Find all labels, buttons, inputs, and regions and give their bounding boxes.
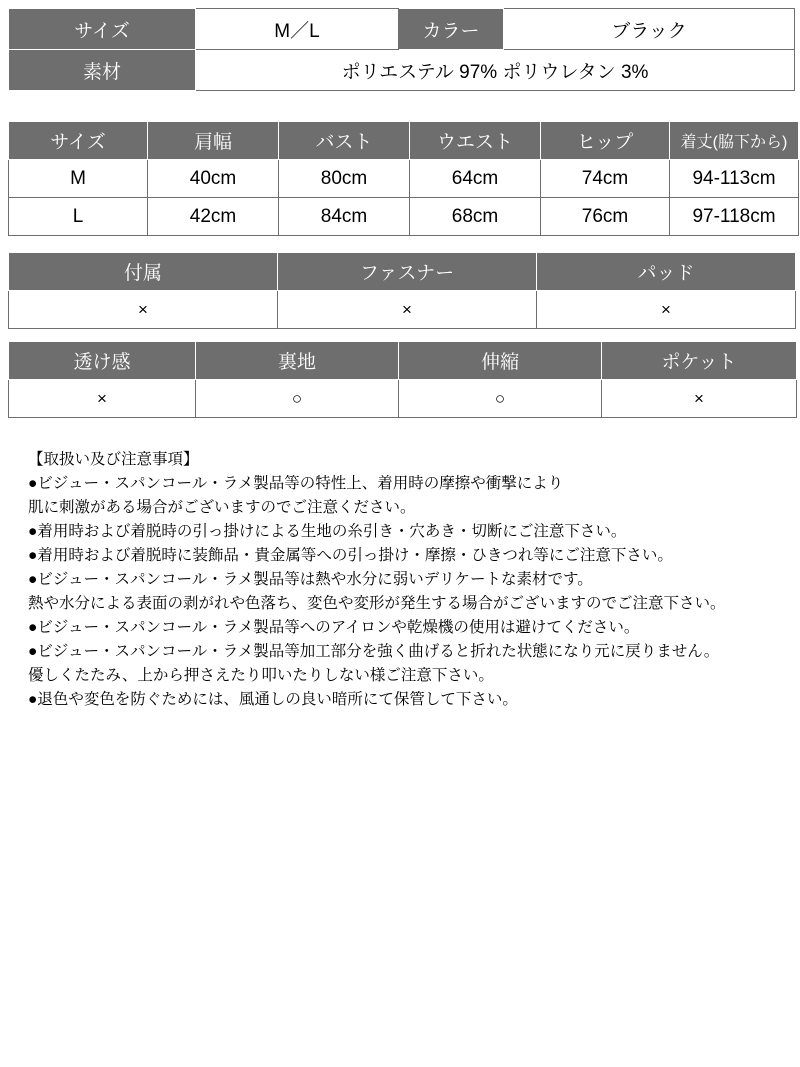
color-value-cell: ブラック xyxy=(504,9,795,50)
cell-bust-l: 84cm xyxy=(279,198,410,236)
table-row xyxy=(9,50,795,91)
col-header-sheer: 透け感 xyxy=(9,342,196,380)
col-header-size: サイズ xyxy=(9,122,148,160)
cell-lining-value: ○ xyxy=(196,380,399,418)
cell-zipper-value: × xyxy=(278,291,537,329)
basic-spec-table xyxy=(8,8,795,91)
size-value-cell: M／L xyxy=(196,9,399,50)
col-header-shoulder: 肩幅 xyxy=(148,122,279,160)
care-instructions-line: ●ビジュー・スパンコール・ラメ製品等加工部分を強く曲げると折れた状態になり元に戻りません。 xyxy=(28,643,720,661)
cell-length-m: 94-113cm xyxy=(670,160,799,198)
cell-hip-m: 74cm xyxy=(541,160,670,198)
col-header-accessory: 付属 xyxy=(9,253,278,291)
col-header-bust: バスト xyxy=(279,122,410,160)
divider-space-3 xyxy=(8,329,792,341)
color-label-cell: カラー xyxy=(399,9,504,50)
divider-space-2 xyxy=(8,236,792,252)
table-header-row xyxy=(9,122,799,160)
table-row xyxy=(9,380,797,418)
table-row xyxy=(9,291,796,329)
col-header-length: 着丈(脇下から) xyxy=(670,122,799,160)
cell-hip-l: 76cm xyxy=(541,198,670,236)
col-header-lining: 裏地 xyxy=(196,342,399,380)
care-instructions-line: ●退色や変色を防ぐためには、風通しの良い暗所にて保管して下さい。 xyxy=(28,691,518,709)
care-instructions-line: ●着用時および着脱時に装飾品・貴金属等への引っ掛け・摩擦・ひきつれ等にご注意下さい。 xyxy=(28,547,673,565)
table-row xyxy=(9,160,799,198)
cell-length-l: 97-118cm xyxy=(670,198,799,236)
col-header-zipper: ファスナー xyxy=(278,253,537,291)
care-instructions-line: ●ビジュー・スパンコール・ラメ製品等は熱や水分に弱いデリケートな素材です。 xyxy=(28,571,593,589)
cell-sheer-value: × xyxy=(9,380,196,418)
table-row xyxy=(9,9,795,50)
cell-waist-m: 64cm xyxy=(410,160,541,198)
cell-size-l: L xyxy=(9,198,148,236)
care-instructions-title: 【取扱い及び注意事項】 xyxy=(28,451,199,468)
cell-pad-value: × xyxy=(537,291,796,329)
divider-space-1 xyxy=(8,91,792,121)
table-header-row xyxy=(9,342,797,380)
cell-waist-l: 68cm xyxy=(410,198,541,236)
care-instructions-line: ●ビジュー・スパンコール・ラメ製品等へのアイロンや乾燥機の使用は避けてください。 xyxy=(28,619,640,637)
care-instructions-line: 熱や水分による表面の剥がれや色落ち、変色や変形が発生する場合がございますのでご注意下さい。 xyxy=(28,595,726,613)
care-instructions-line: ●着用時および着脱時の引っ掛けによる生地の糸引き・穴あき・切断にご注意下さい。 xyxy=(28,523,627,541)
material-label-cell: 素材 xyxy=(9,50,196,91)
col-header-stretch: 伸縮 xyxy=(399,342,602,380)
cell-accessory-value: × xyxy=(9,291,278,329)
cell-bust-m: 80cm xyxy=(279,160,410,198)
care-instructions-line: ●ビジュー・スパンコール・ラメ製品等の特性上、着用時の摩擦や衝撃により xyxy=(28,475,564,493)
cell-size-m: M xyxy=(9,160,148,198)
col-header-waist: ウエスト xyxy=(410,122,541,160)
cell-pocket-value: × xyxy=(602,380,797,418)
col-header-pocket: ポケット xyxy=(602,342,797,380)
table-row xyxy=(9,198,799,236)
cell-stretch-value: ○ xyxy=(399,380,602,418)
col-header-hip: ヒップ xyxy=(541,122,670,160)
feature-table-properties xyxy=(8,341,797,418)
care-instructions-line: 優しくたたみ、上から押さえたり叩いたりしない様ご注意下さい。 xyxy=(28,667,494,685)
care-instructions-line: 肌に刺激がある場合がございますのでご注意ください。 xyxy=(28,499,416,517)
care-instructions xyxy=(8,448,792,712)
material-value-cell: ポリエステル 97% ポリウレタン 3% xyxy=(196,50,795,91)
feature-table-accessories xyxy=(8,252,796,329)
table-header-row xyxy=(9,253,796,291)
measurements-table xyxy=(8,121,799,236)
cell-shoulder-l: 42cm xyxy=(148,198,279,236)
cell-shoulder-m: 40cm xyxy=(148,160,279,198)
col-header-pad: パッド xyxy=(537,253,796,291)
size-label-cell: サイズ xyxy=(9,9,196,50)
